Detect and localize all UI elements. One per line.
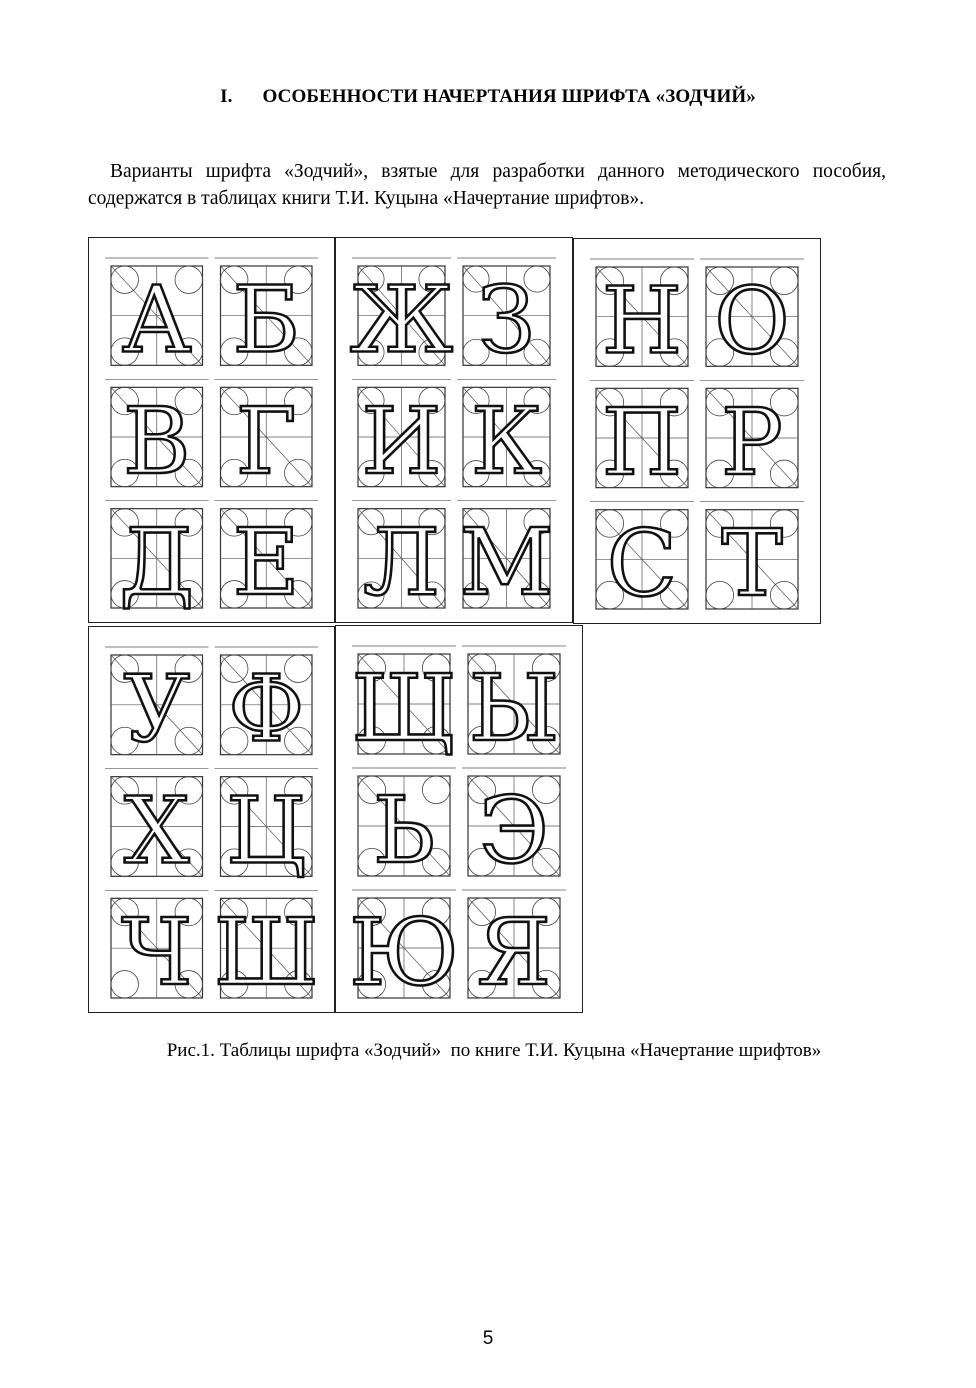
letter-cell bbox=[105, 258, 209, 373]
letter-cell bbox=[350, 258, 453, 373]
sheet-drawing bbox=[89, 238, 334, 622]
letter-glyph: Б bbox=[232, 266, 301, 374]
letter-glyph: Ж bbox=[349, 266, 454, 374]
letter-glyph: А bbox=[121, 266, 192, 374]
letter-cell bbox=[700, 380, 804, 495]
sheet-drawing bbox=[336, 626, 582, 1012]
letter-glyph: М bbox=[459, 509, 554, 617]
letter-cell bbox=[457, 501, 556, 616]
letter-glyph: Ц bbox=[226, 777, 307, 885]
letter-glyph: Х bbox=[124, 777, 190, 885]
letter-cell bbox=[352, 768, 456, 884]
letter-glyph: Е bbox=[232, 509, 300, 617]
letter-cell bbox=[462, 890, 566, 1006]
sheet-drawing bbox=[89, 627, 334, 1012]
letter-cell bbox=[105, 769, 209, 885]
letter-glyph: О bbox=[714, 267, 790, 375]
letter-glyph: Ш bbox=[213, 899, 319, 1007]
letter-cell bbox=[215, 647, 319, 763]
letter-glyph: В bbox=[122, 387, 191, 495]
intro-paragraph: Варианты шрифта «Зодчий», взятые для разработки данного методического пособия, содержатся в таблицах книги Т.И. Куцына «Начертание шрифтов». bbox=[88, 160, 886, 209]
letter-glyph: Щ bbox=[351, 655, 457, 762]
letter-cell bbox=[352, 646, 457, 762]
letter-cell bbox=[462, 768, 566, 884]
font-table-sheet-4 bbox=[88, 626, 335, 1013]
letter-glyph: П bbox=[601, 388, 683, 496]
letter-cell bbox=[700, 259, 804, 374]
section-title: ОСОБЕННОСТИ НАЧЕРТАНИЯ ШРИФТА «ЗОДЧИЙ» bbox=[262, 86, 756, 107]
sheet-drawing bbox=[336, 238, 572, 622]
font-table-sheet-3 bbox=[573, 238, 821, 624]
letter-glyph: Ч bbox=[121, 899, 193, 1007]
letter-glyph: З bbox=[477, 266, 536, 374]
font-table-sheet-5 bbox=[335, 625, 583, 1013]
letter-cell bbox=[214, 890, 319, 1006]
letter-glyph: Я bbox=[476, 899, 552, 1006]
letter-glyph: У bbox=[123, 655, 190, 763]
letter-cell bbox=[590, 380, 694, 495]
letter-glyph: Р bbox=[721, 388, 783, 496]
letter-cell bbox=[105, 890, 209, 1006]
letter-cell bbox=[105, 647, 209, 763]
letter-cell bbox=[700, 502, 804, 617]
letter-glyph: Д bbox=[119, 509, 195, 617]
letter-glyph: Ь bbox=[373, 777, 435, 884]
letter-cell bbox=[352, 379, 451, 494]
letter-cell bbox=[215, 501, 319, 616]
font-table-sheet-1 bbox=[88, 237, 335, 623]
letter-cell bbox=[457, 379, 556, 494]
letter-glyph: С bbox=[606, 510, 678, 618]
letter-glyph: Ф bbox=[228, 655, 305, 763]
letter-cell bbox=[349, 890, 459, 1006]
letter-cell bbox=[105, 379, 209, 494]
letter-cell bbox=[215, 379, 319, 494]
letter-glyph: К bbox=[470, 387, 543, 495]
page-number: 5 bbox=[482, 1328, 494, 1349]
section-number: I. bbox=[220, 86, 233, 107]
letter-glyph: Л bbox=[363, 509, 440, 617]
letter-cell bbox=[105, 501, 209, 616]
letter-glyph: Т bbox=[721, 510, 783, 618]
letter-glyph: Ы bbox=[468, 655, 560, 762]
figure-caption: Рис.1. Таблицы шрифта «Зодчий» по книге Т.И. Куцына «Начертание шрифтов» bbox=[166, 1040, 822, 1061]
font-table-sheet-2 bbox=[335, 237, 573, 623]
letter-glyph: И bbox=[361, 387, 442, 495]
letter-cell bbox=[215, 769, 319, 885]
letter-glyph: Э bbox=[478, 777, 550, 884]
letter-glyph: Н bbox=[601, 267, 683, 375]
letter-glyph: Г bbox=[235, 387, 297, 495]
letter-cell bbox=[462, 646, 566, 762]
letter-cell bbox=[215, 258, 319, 373]
letter-glyph: Ю bbox=[349, 899, 459, 1006]
section-heading bbox=[0, 86, 976, 108]
letter-cell bbox=[352, 501, 451, 616]
letter-cell bbox=[457, 258, 556, 373]
letter-cell bbox=[590, 502, 694, 617]
letter-cell bbox=[590, 259, 694, 374]
sheet-drawing bbox=[574, 239, 820, 623]
